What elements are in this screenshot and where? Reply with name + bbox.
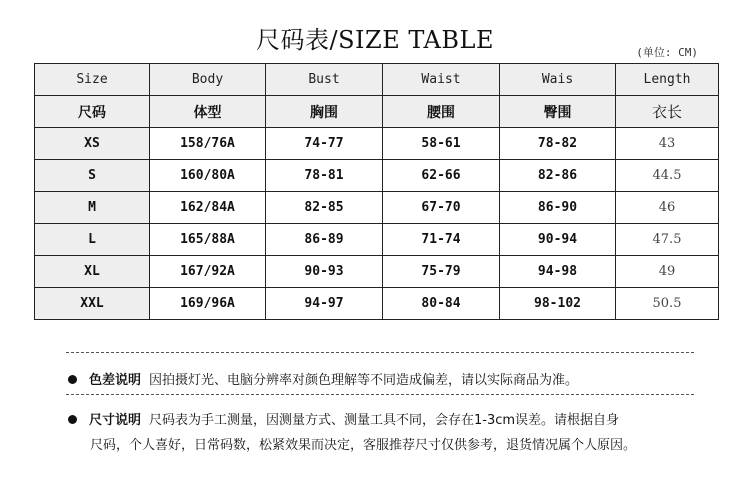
size-note-label: 尺寸说明	[89, 413, 142, 428]
bullet-icon	[68, 375, 77, 384]
hip-cell: 82-86	[500, 160, 616, 192]
size-cell: XL	[35, 256, 150, 288]
size-cell: S	[35, 160, 150, 192]
bust-cell: 82-85	[266, 192, 383, 224]
size-note-text-1: 尺码表为手工测量，因测量方式、测量工具不同，会存在1-3cm误差。请根据自身	[149, 413, 620, 428]
header-hip-cn: 臀围	[500, 96, 616, 128]
hip-cell: 90-94	[500, 224, 616, 256]
size-cell: L	[35, 224, 150, 256]
waist-cell: 71-74	[383, 224, 500, 256]
bust-cell: 78-81	[266, 160, 383, 192]
header-waist-cn: 腰围	[383, 96, 500, 128]
hip-cell: 86-90	[500, 192, 616, 224]
body-cell: 160/80A	[150, 160, 266, 192]
waist-cell: 58-61	[383, 128, 500, 160]
bust-cell: 94-97	[266, 288, 383, 320]
header-length: Length	[616, 64, 719, 96]
header-body: Body	[150, 64, 266, 96]
length-cell: 47.5	[616, 224, 719, 256]
color-note-text: 因拍摄灯光、电脑分辨率对颜色理解等不同造成偏差，请以实际商品为准。	[149, 373, 579, 388]
waist-cell: 75-79	[383, 256, 500, 288]
divider	[66, 394, 694, 395]
page-title: 尺码表/SIZE TABLE	[256, 26, 494, 54]
body-cell: 169/96A	[150, 288, 266, 320]
length-cell: 50.5	[616, 288, 719, 320]
size-table	[34, 63, 719, 320]
hip-cell: 98-102	[500, 288, 616, 320]
body-cell: 167/92A	[150, 256, 266, 288]
table-row	[35, 224, 719, 256]
length-cell: 44.5	[616, 160, 719, 192]
header-size: Size	[35, 64, 150, 96]
table-row	[35, 256, 719, 288]
waist-cell: 80-84	[383, 288, 500, 320]
table-row	[35, 160, 719, 192]
bust-cell: 74-77	[266, 128, 383, 160]
header-row-cn	[35, 96, 719, 128]
size-cell: XS	[35, 128, 150, 160]
header-bust: Bust	[266, 64, 383, 96]
bust-cell: 86-89	[266, 224, 383, 256]
color-note	[68, 369, 578, 388]
bullet-icon	[68, 415, 77, 424]
divider	[66, 352, 694, 353]
hip-cell: 78-82	[500, 128, 616, 160]
unit-label: (单位: CM)	[636, 46, 698, 59]
table-row	[35, 192, 719, 224]
length-cell: 43	[616, 128, 719, 160]
header-hip: Wais	[500, 64, 616, 96]
bust-cell: 90-93	[266, 256, 383, 288]
body-cell: 162/84A	[150, 192, 266, 224]
table-row	[35, 288, 719, 320]
table-row	[35, 128, 719, 160]
header-body-cn: 体型	[150, 96, 266, 128]
size-cell: XXL	[35, 288, 150, 320]
length-cell: 46	[616, 192, 719, 224]
waist-cell: 62-66	[383, 160, 500, 192]
hip-cell: 94-98	[500, 256, 616, 288]
waist-cell: 67-70	[383, 192, 500, 224]
body-cell: 158/76A	[150, 128, 266, 160]
length-cell: 49	[616, 256, 719, 288]
size-note-text-2: 尺码，个人喜好，日常码数，松紧效果而决定，客服推荐尺寸仅供参考，退货情况属个人原因。	[90, 438, 637, 453]
header-row-en	[35, 64, 719, 96]
header-waist: Waist	[383, 64, 500, 96]
size-note	[68, 409, 619, 428]
header-length-cn: 衣长	[616, 96, 719, 128]
color-note-label: 色差说明	[89, 373, 142, 388]
header-size-cn: 尺码	[35, 96, 150, 128]
body-cell: 165/88A	[150, 224, 266, 256]
header-bust-cn: 胸围	[266, 96, 383, 128]
size-cell: M	[35, 192, 150, 224]
